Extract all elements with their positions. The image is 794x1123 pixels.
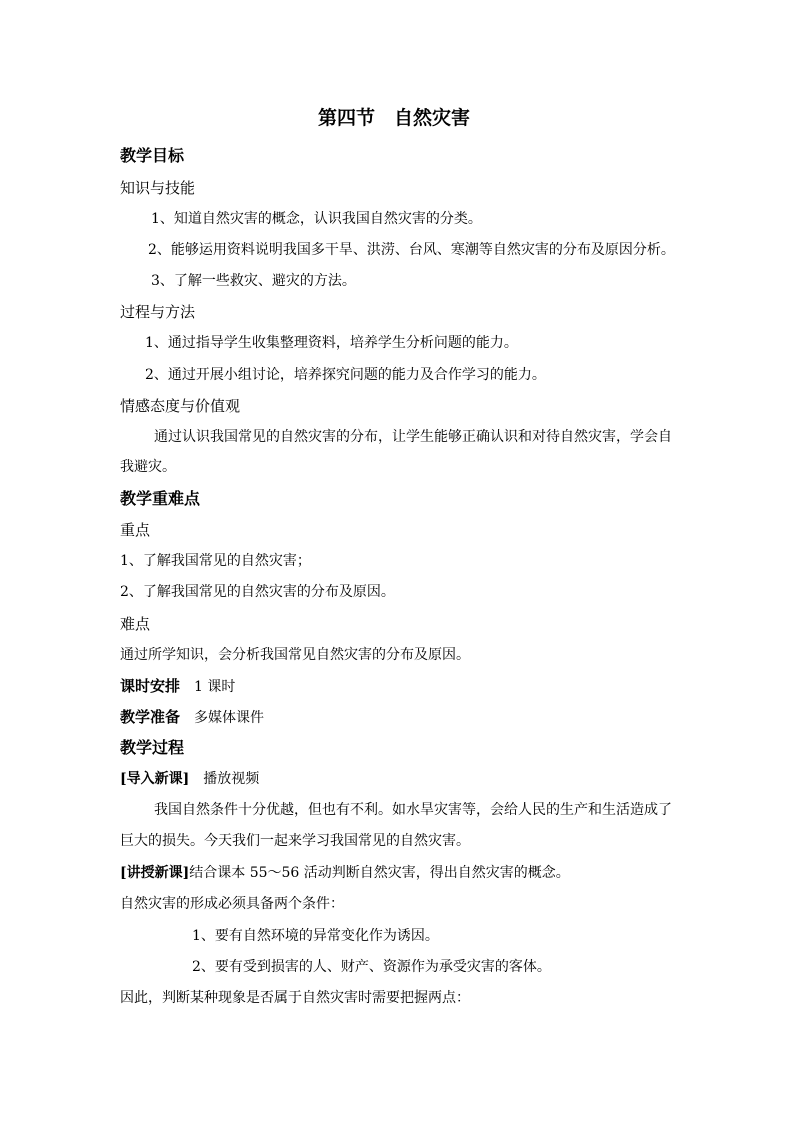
intro-paragraph-line: 巨大的损失。今天我们一起来学习我国常见的自然灾害。 [120, 833, 470, 849]
process-item: 1、通过指导学生收集整理资料，培养学生分析问题的能力。 [145, 335, 518, 351]
conclusion-text: 因此，判断某种现象是否属于自然灾害时需要把握两点： [120, 990, 470, 1006]
subheading-difficult: 难点 [120, 615, 151, 633]
intro-label: [导入新课] [120, 771, 190, 787]
lecture-row [120, 864, 570, 882]
intro-paragraph-line: 我国自然条件十分优越，但也有不利。如水旱灾害等，会给人民的生产和生活造成了 [154, 802, 672, 818]
intro-row [120, 770, 259, 788]
subheading-important: 重点 [120, 521, 151, 539]
preparation-row [120, 708, 264, 727]
subheading-knowledge: 知识与技能 [120, 179, 196, 197]
important-item: 2、了解我国常见的自然灾害的分布及原因。 [120, 584, 395, 600]
knowledge-item: 2、能够运用资料说明我国多干旱、洪涝、台风、寒潮等自然灾害的分布及原因分析。 [148, 242, 675, 258]
schedule-label: 课时安排 [120, 677, 181, 695]
lecture-text: 结合课本 55～56 活动判断自然灾害，得出自然灾害的概念。 [189, 865, 570, 881]
important-item: 1、了解我国常见的自然灾害； [120, 553, 311, 569]
section-heading-goals: 教学目标 [120, 146, 185, 165]
preparation-label: 教学准备 [120, 708, 181, 726]
condition-intro: 自然灾害的形成必须具备两个条件： [120, 896, 344, 912]
process-item: 2、通过开展小组讨论，培养探究问题的能力及合作学习的能力。 [145, 367, 546, 383]
emotion-paragraph-line: 通过认识我国常见的自然灾害的分布，让学生能够正确认识和对待自然灾害，学会自 [154, 429, 672, 445]
emotion-paragraph-line: 我避灾。 [120, 459, 176, 475]
condition-item: 2、要有受到损害的人、财产、资源作为承受灾害的客体。 [192, 959, 551, 975]
schedule-row [120, 677, 235, 696]
intro-value: 播放视频 [203, 771, 260, 787]
schedule-value: 1 课时 [194, 679, 236, 695]
condition-item: 1、要有自然环境的异常变化作为诱因。 [192, 928, 439, 944]
difficult-text: 通过所学知识，会分析我国常见自然灾害的分布及原因。 [120, 647, 470, 663]
section-heading-process: 教学过程 [120, 738, 185, 757]
subheading-emotion: 情感态度与价值观 [120, 397, 241, 415]
knowledge-item: 1、知道自然灾害的概念，认识我国自然灾害的分类。 [151, 211, 482, 227]
lecture-label: [讲授新课] [120, 865, 190, 881]
preparation-value: 多媒体课件 [194, 710, 265, 726]
section-heading-keypoints: 教学重难点 [120, 489, 201, 508]
page-title: 第四节 自然灾害 [318, 107, 471, 129]
subheading-process: 过程与方法 [120, 303, 196, 321]
knowledge-item: 3、了解一些救灾、避灾的方法。 [151, 273, 356, 289]
